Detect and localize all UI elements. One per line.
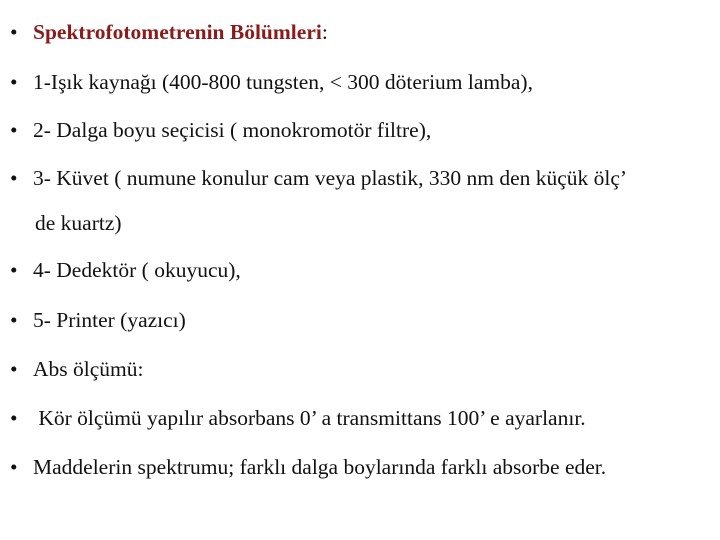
bullet-icon: •: [10, 406, 18, 430]
bullet-icon: •: [10, 258, 18, 282]
list-item-text: 2- Dalga boyu seçicisi ( monokromotör filtre),: [33, 118, 432, 142]
bullet-icon: •: [10, 70, 18, 94]
list-item-text: 3- Küvet ( numune konulur cam veya plastik, 330 nm den küçük ölç’: [33, 166, 628, 190]
list-item-text: Maddelerin spektrumu; farklı dalga boylarında farklı absorbe eder.: [33, 455, 607, 479]
list-item-text: Kör ölçümü yapılır absorbans 0’ a transmittans 100’ e ayarlanır.: [33, 406, 586, 430]
title-colon: :: [321, 20, 328, 44]
bullet-icon: •: [10, 455, 18, 479]
slide-title: [33, 20, 328, 44]
bullet-icon: •: [10, 118, 18, 142]
bullet-icon: •: [10, 357, 18, 381]
list-item-text: 5- Printer (yazıcı): [33, 308, 186, 332]
list-item-text: 1-Işık kaynağı (400-800 tungsten, < 300 döterium lamba),: [33, 70, 533, 94]
bullet-icon: •: [10, 308, 18, 332]
bullet-icon: •: [10, 166, 18, 190]
bullet-icon: •: [10, 20, 18, 44]
title-text: Spektrofotometrenin Bölümleri: [33, 20, 322, 44]
list-item-text: 4- Dedektör ( okuyucu),: [33, 258, 241, 282]
list-item-text: Abs ölçümü:: [33, 357, 144, 381]
list-item-continuation: de kuartz): [35, 211, 122, 235]
